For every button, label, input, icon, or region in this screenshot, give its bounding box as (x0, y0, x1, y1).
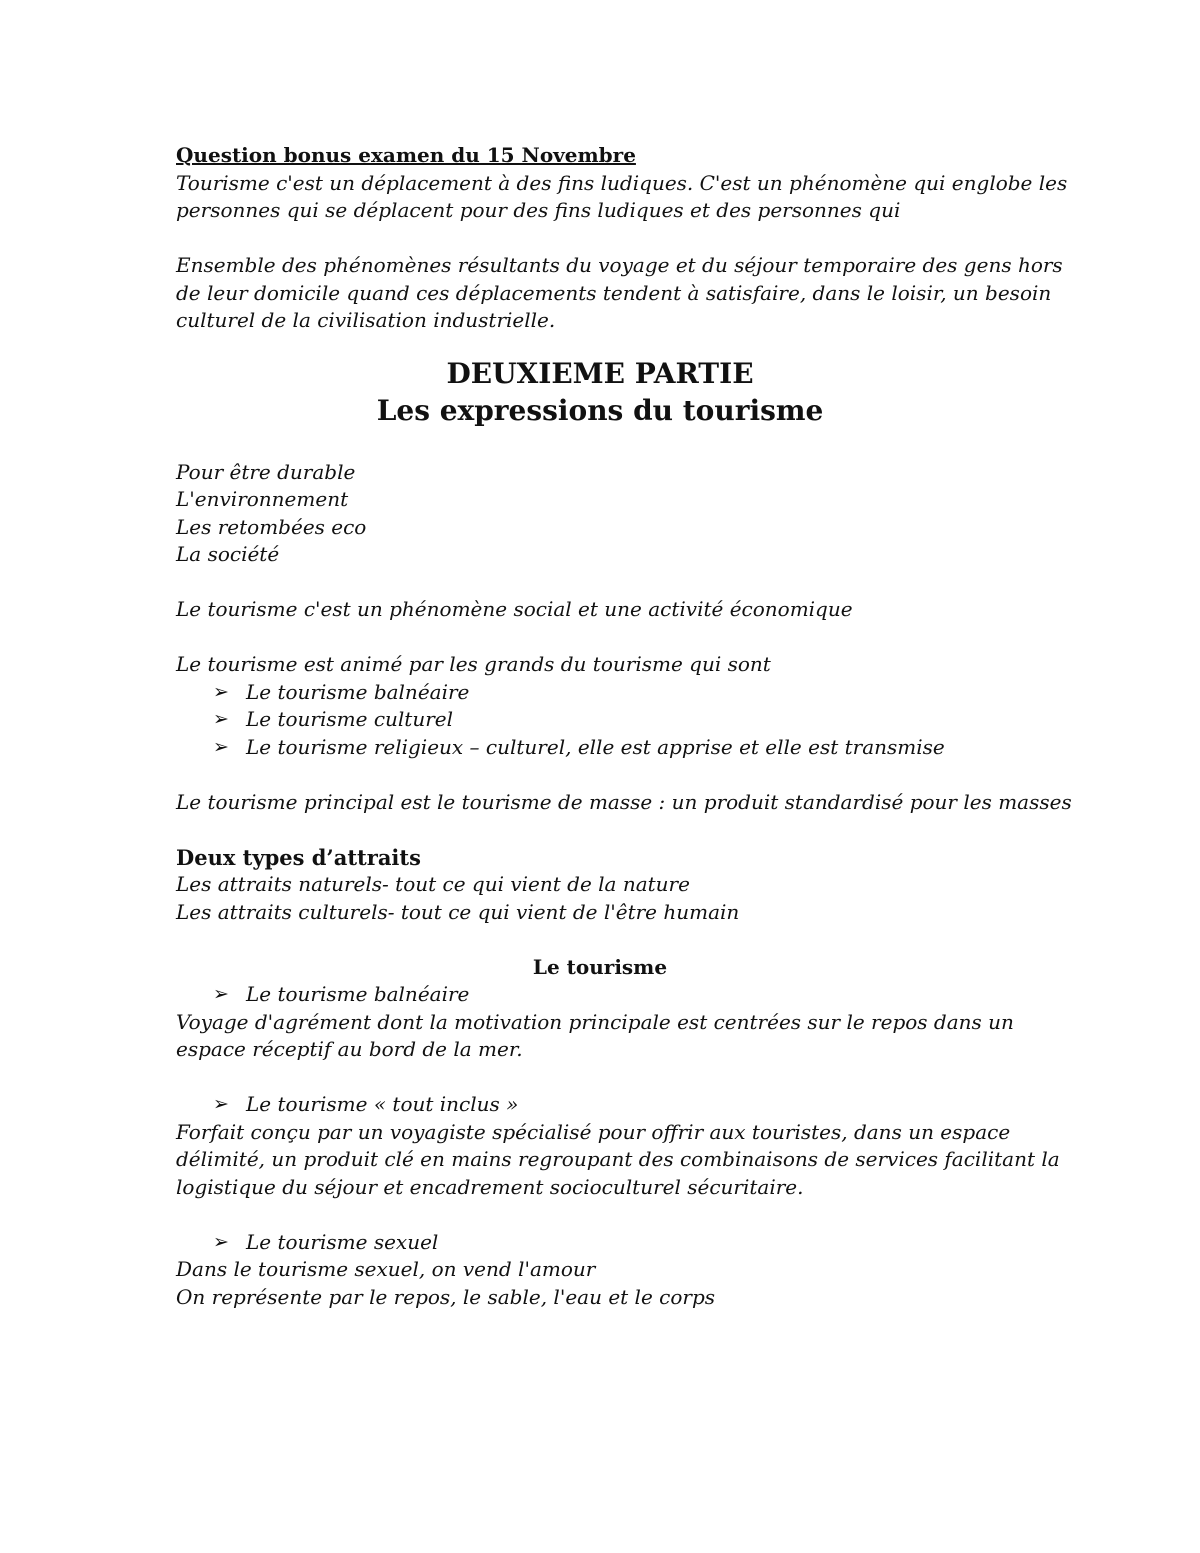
definition-line: Ensemble des phénomènes résultants du voyage et du séjour temporaire des gens hors (176, 253, 1063, 277)
spacer (176, 1064, 1036, 1092)
balneaire-line: Voyage d'agrément dont la motivation principale est centrées sur le repos dans un (176, 1009, 1014, 1034)
spacer (176, 1201, 1036, 1229)
arrow-bullet-icon: ➢ (213, 735, 229, 758)
spacer (176, 569, 1036, 597)
list-item-text: Le tourisme balnéaire (246, 679, 470, 704)
balneaire-line: espace réceptif au bord de la mer. (176, 1037, 523, 1061)
tourisme-heading: Le tourisme (532, 954, 668, 979)
spacer (176, 816, 1036, 844)
spacer (176, 926, 1036, 954)
sexuel-line: Dans le tourisme sexuel, on vend l'amour (176, 1257, 596, 1281)
list-item-text: Le tourisme « tout inclus » (246, 1092, 519, 1116)
part-subtitle: Les expressions du tourisme (376, 393, 824, 427)
definition-line: de leur domicile quand ces déplacements tendent à satisfaire, dans le loisir, un besoin (176, 280, 1052, 305)
sexuel-line: On représente par le repos, le sable, l'eau et le corps (176, 1284, 716, 1309)
arrow-bullet-icon: ➢ (213, 1230, 229, 1253)
spacer (176, 624, 1036, 652)
tout-inclus-line: délimité, un produit clé en mains regroupant des combinaisons de services facilitant la (176, 1147, 1060, 1171)
list-item (176, 1091, 1036, 1119)
list-item-text: Le tourisme sexuel (246, 1229, 439, 1254)
durable-line: Pour être durable (176, 459, 356, 484)
part-title: DEUXIEME PARTIE (446, 356, 754, 390)
social-line: Le tourisme c'est un phénomène social et une activité économique (176, 597, 853, 621)
list-item (176, 706, 1036, 734)
list-item (176, 679, 1036, 707)
list-item-text: Le tourisme culturel (246, 707, 454, 731)
spacer (176, 429, 1036, 459)
list-item (176, 734, 1036, 762)
document-body (176, 142, 1072, 1311)
arrow-bullet-icon: ➢ (213, 983, 229, 1005)
list-item (176, 1229, 1036, 1257)
attraits-line: Les attraits culturels- tout ce qui vient de l'être humain (176, 899, 740, 924)
arrow-bullet-icon: ➢ (213, 680, 229, 703)
arrow-bullet-icon: ➢ (213, 1093, 229, 1115)
attraits-title: Deux types d’attraits (176, 844, 421, 870)
attraits-line: Les attraits naturels- tout ce qui vient de la nature (176, 872, 690, 896)
spacer (176, 335, 1036, 355)
arrow-bullet-icon: ➢ (213, 708, 229, 730)
spacer (176, 761, 1036, 789)
masse-line: Le tourisme principal est le tourisme de masse : un produit standardisé pour les masses (176, 789, 1072, 814)
durable-line: Les retombées eco (176, 514, 367, 539)
tout-inclus-line: logistique du séjour et encadrement socioculturel sécuritaire. (176, 1174, 804, 1199)
tout-inclus-line: Forfait conçu par un voyagiste spécialisé pour offrir aux touristes, dans un espace (176, 1119, 1011, 1144)
durable-line: La société (176, 542, 280, 566)
spacer (176, 225, 1036, 253)
list-item-text: Le tourisme balnéaire (246, 982, 470, 1006)
intro-line: Tourisme c'est un déplacement à des fins ludiques. C'est un phénomène qui englobe les (176, 170, 1068, 195)
intro-line: personnes qui se déplacent pour des fins ludiques et des personnes qui (176, 198, 901, 222)
list-item (176, 981, 1036, 1009)
question-title: Question bonus examen du 15 Novembre (176, 143, 636, 167)
list-item-text: Le tourisme religieux – culturel, elle est apprise et elle est transmise (246, 734, 945, 759)
durable-line: L'environnement (176, 487, 349, 511)
grands-intro: Le tourisme est animé par les grands du tourisme qui sont (176, 652, 771, 676)
definition-line: culturel de la civilisation industrielle. (176, 308, 556, 332)
